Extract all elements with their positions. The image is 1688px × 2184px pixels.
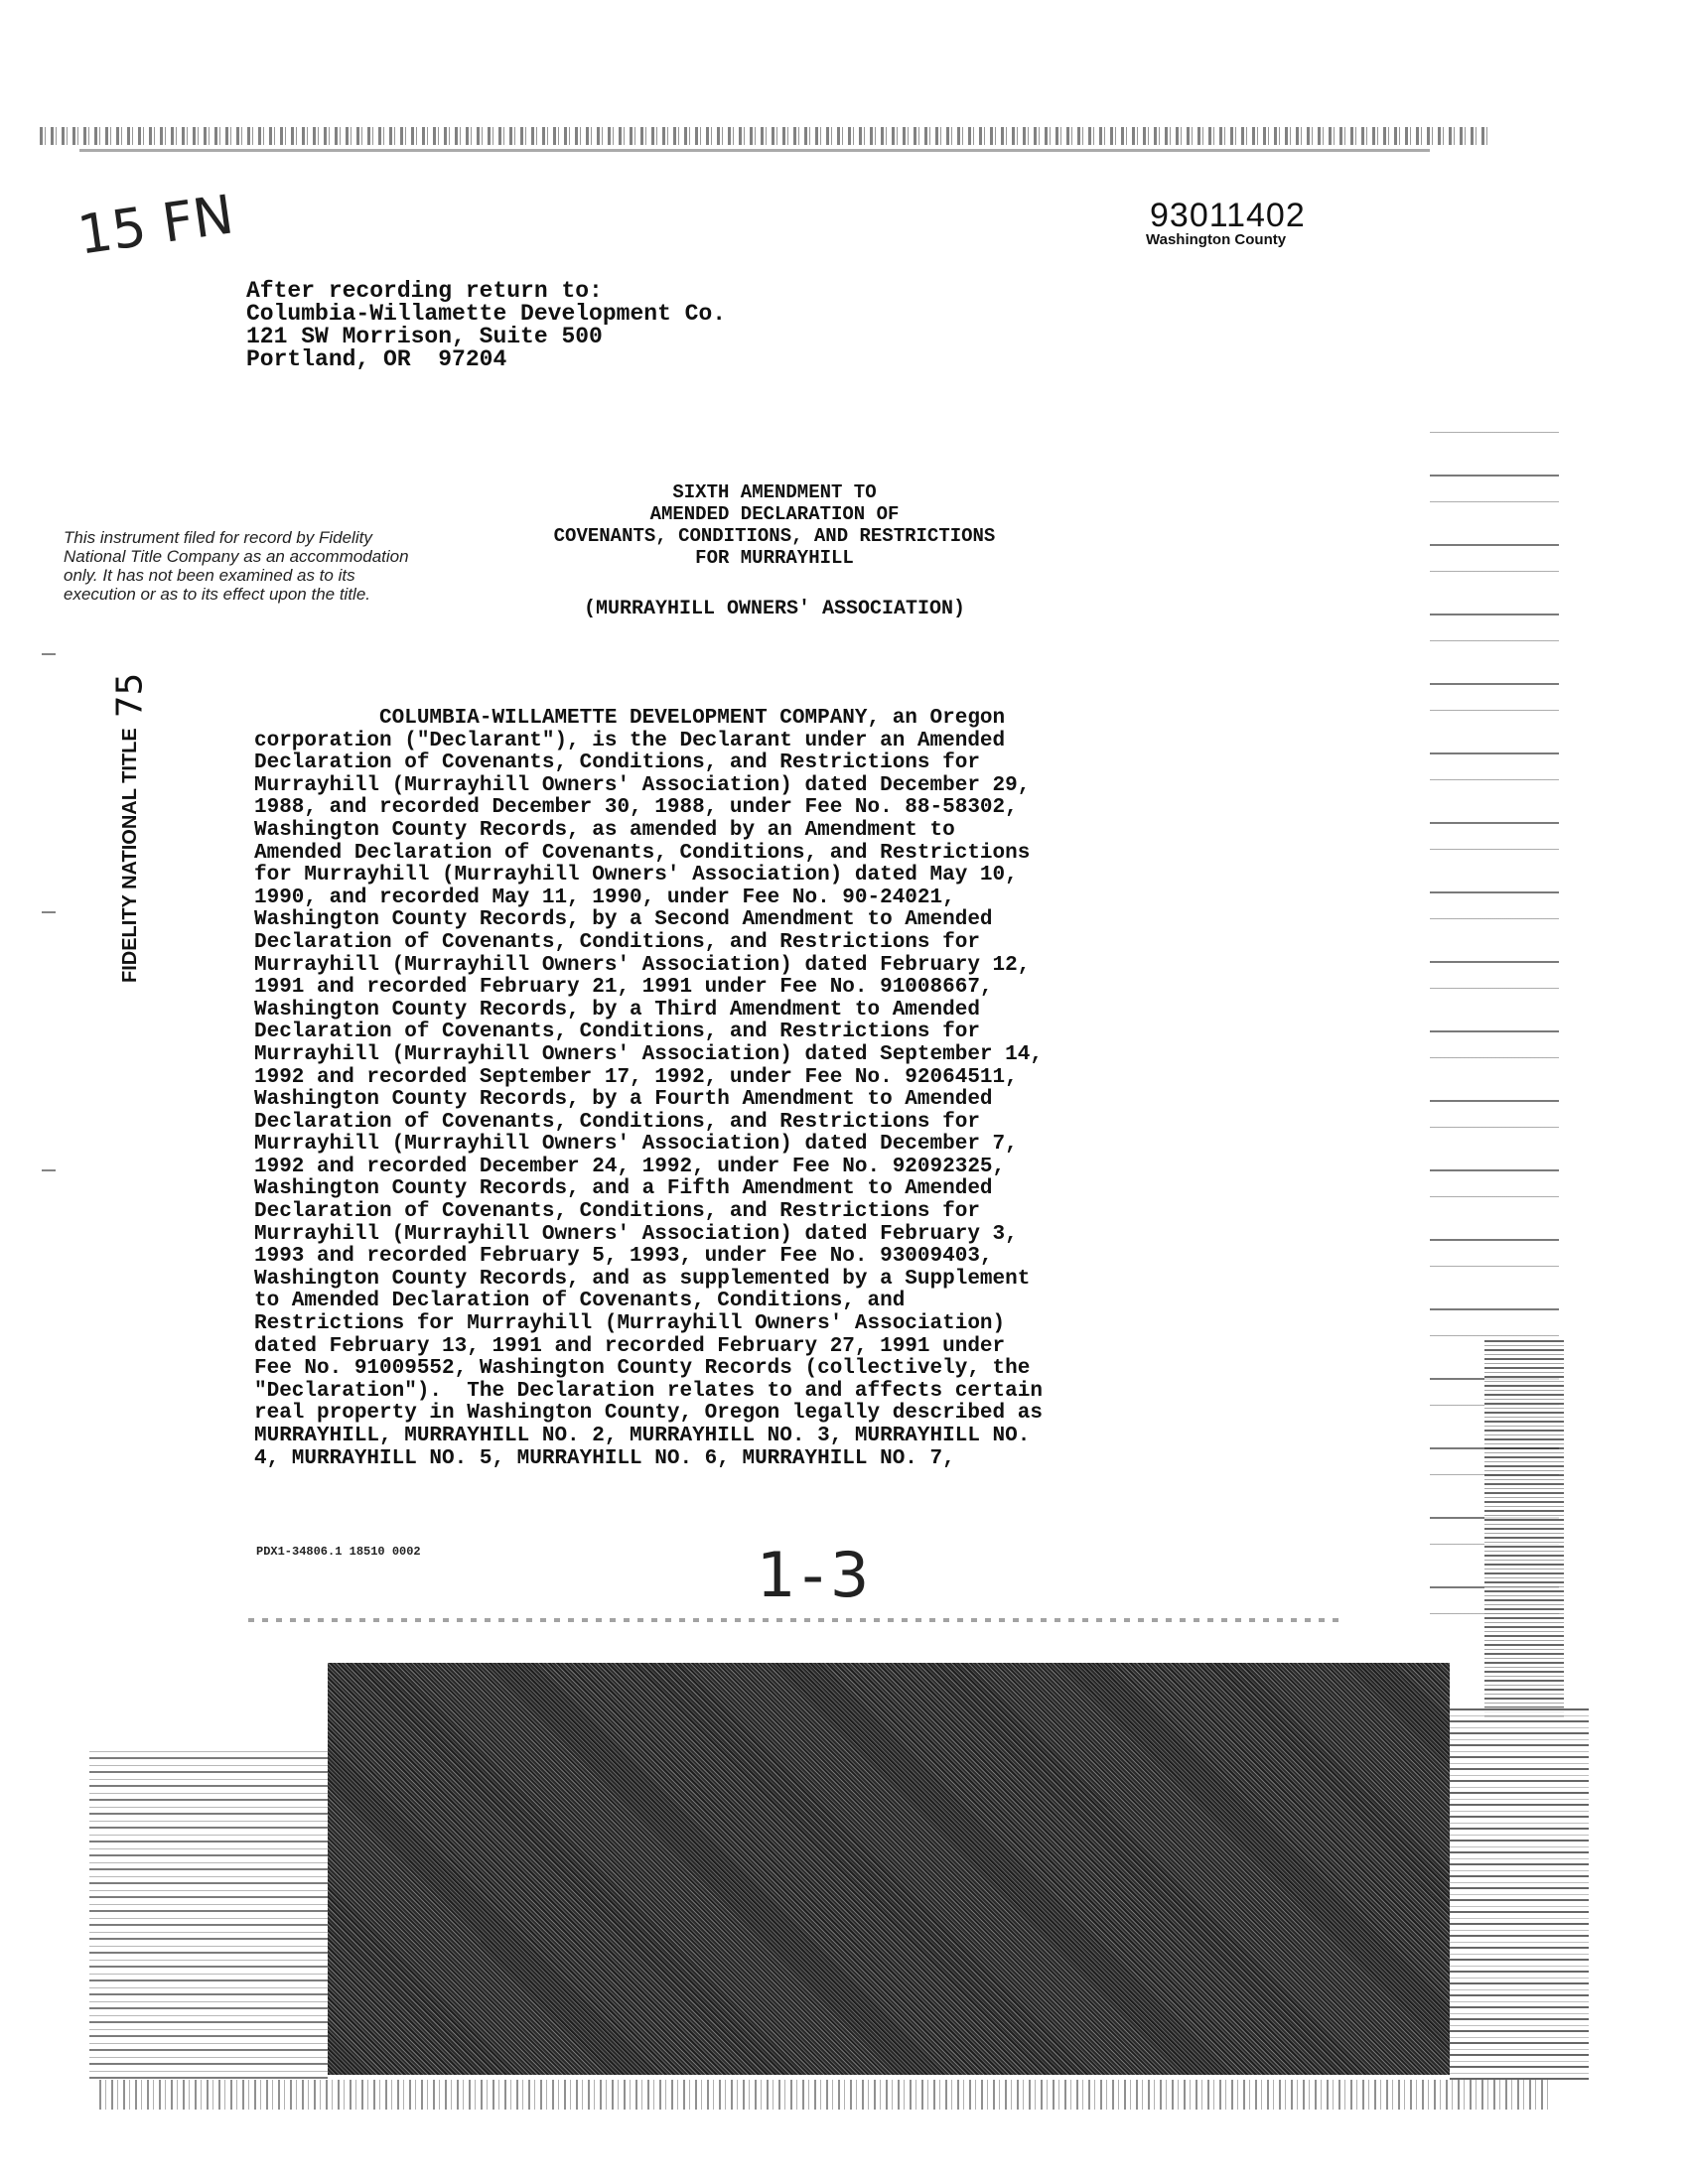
body-line: to Amended Declaration of Covenants, Conditions, and [254, 1290, 906, 1313]
body-line: Restrictions for Murrayhill (Murrayhill Owners' Association) [254, 1312, 1006, 1336]
body-line: Murrayhill (Murrayhill Owners' Association) dated December 7, [254, 1133, 1018, 1157]
body-line: corporation ("Declarant"), is the Declarant under an Amended [254, 729, 1006, 752]
body-line: 1990, and recorded May 11, 1990, under Fee No. 90-24021, [254, 886, 955, 909]
vertical-stamp [99, 672, 151, 983]
body-line: Declaration of Covenants, Conditions, and Restrictions for [254, 1110, 980, 1134]
title-line: SIXTH AMENDMENT TO [672, 481, 877, 503]
body-line: 1992 and recorded December 24, 1992, under Fee No. 92092325, [254, 1155, 1006, 1178]
scan-noise-right-lower [1484, 1340, 1564, 1717]
recording-county: Washington County [1146, 231, 1287, 248]
title-association: (MURRAYHILL OWNERS' ASSOCIATION) [583, 598, 966, 620]
scan-noise-bottom-right [1450, 1707, 1589, 2085]
body-paragraph [254, 708, 1356, 1470]
body-line: MURRAYHILL, MURRAYHILL NO. 2, MURRAYHILL NO. 3, MURRAYHILL NO. [254, 1425, 1031, 1447]
body-line: Murrayhill (Murrayhill Owners' Association) dated February 3, [254, 1222, 1018, 1246]
body-line: Declaration of Covenants, Conditions, and Restrictions for [254, 1200, 980, 1224]
body-line: Murrayhill (Murrayhill Owners' Association) dated September 14, [254, 1042, 1043, 1066]
recording-stamp [1146, 197, 1306, 248]
handwritten-page-mark: 1-3 [757, 1539, 876, 1611]
scan-line-top [79, 149, 1430, 152]
body-line: for Murrayhill (Murrayhill Owners' Association) dated May 10, [254, 864, 1018, 887]
return-address [246, 280, 726, 371]
body-line: Washington County Records, as amended by an Amendment to [254, 818, 955, 842]
handwritten-margin-number: 75 [109, 672, 151, 719]
body-line: Washington County Records, by a Third Amendment to Amended [254, 998, 980, 1022]
scan-line-lower [248, 1618, 1340, 1622]
scan-noise-top [40, 127, 1489, 145]
body-line: 1988, and recorded December 30, 1988, under Fee No. 88-58302, [254, 796, 1018, 820]
body-line: Washington County Records, by a Second Amendment to Amended [254, 908, 993, 932]
scan-noise-bottom-left [89, 1747, 328, 2085]
body-line: dated February 13, 1991 and recorded February 27, 1991 under [254, 1334, 1006, 1358]
document-title [427, 481, 1122, 620]
title-line: FOR MURRAYHILL [695, 547, 854, 569]
body-line: 4, MURRAYHILL NO. 5, MURRAYHILL NO. 6, MURRAYHILL NO. 7, [254, 1446, 955, 1470]
stamp-text: FIDELITY NATIONAL TITLE [119, 728, 141, 983]
body-line: Washington County Records, and a Fifth Amendment to Amended [254, 1177, 993, 1201]
body-line: 1991 and recorded February 21, 1991 under Fee No. 91008667, [254, 976, 993, 1000]
body-line: Washington County Records, and as supplemented by a Supplement [254, 1267, 1031, 1291]
body-line: 1992 and recorded September 17, 1992, under Fee No. 92064511, [254, 1065, 1018, 1089]
scan-noise-bottom [99, 2080, 1549, 2110]
body-line: Declaration of Covenants, Conditions, and Restrictions for [254, 930, 980, 954]
return-line: 121 SW Morrison, Suite 500 [246, 324, 603, 349]
body-line: Murrayhill (Murrayhill Owners' Association) dated February 12, [254, 953, 1031, 977]
body-line: 1993 and recorded February 5, 1993, under Fee No. 93009403, [254, 1245, 993, 1269]
return-line: After recording return to: [246, 278, 603, 304]
title-line: AMENDED DECLARATION OF [649, 503, 900, 525]
body-line: Murrayhill (Murrayhill Owners' Association) dated December 29, [254, 773, 1031, 797]
body-line: Declaration of Covenants, Conditions, and Restrictions for [254, 751, 980, 775]
body-line: "Declaration"). The Declaration relates to and affects certain [254, 1379, 1043, 1403]
title-company-notice: This instrument filed for record by Fidelity National Title Company as an accommodation only. It has not been examined as to its execution or as to its effect upon the title. [64, 528, 409, 604]
body-line: Declaration of Covenants, Conditions, and Restrictions for [254, 1021, 980, 1044]
body-line: COLUMBIA-WILLAMETTE DEVELOPMENT COMPANY, an Oregon [254, 707, 1006, 730]
body-line: real property in Washington County, Oregon legally described as [254, 1402, 1043, 1426]
title-line: COVENANTS, CONDITIONS, AND RESTRICTIONS [553, 525, 996, 547]
document-code: PDX1-34806.1 18510 0002 [256, 1545, 421, 1559]
body-line: Washington County Records, by a Fourth Amendment to Amended [254, 1088, 993, 1112]
recording-number: 93011402 [1150, 197, 1306, 234]
scan-dark-region [328, 1663, 1450, 2075]
scan-noise-left [42, 397, 56, 1291]
body-line: Fee No. 91009552, Washington County Records (collectively, the [254, 1357, 1031, 1381]
handwritten-annotation: 15 FN [73, 183, 237, 267]
body-line: Amended Declaration of Covenants, Conditions, and Restrictions [254, 841, 1031, 865]
return-line: Columbia-Willamette Development Co. [246, 301, 727, 327]
return-line: Portland, OR 97204 [246, 346, 507, 372]
